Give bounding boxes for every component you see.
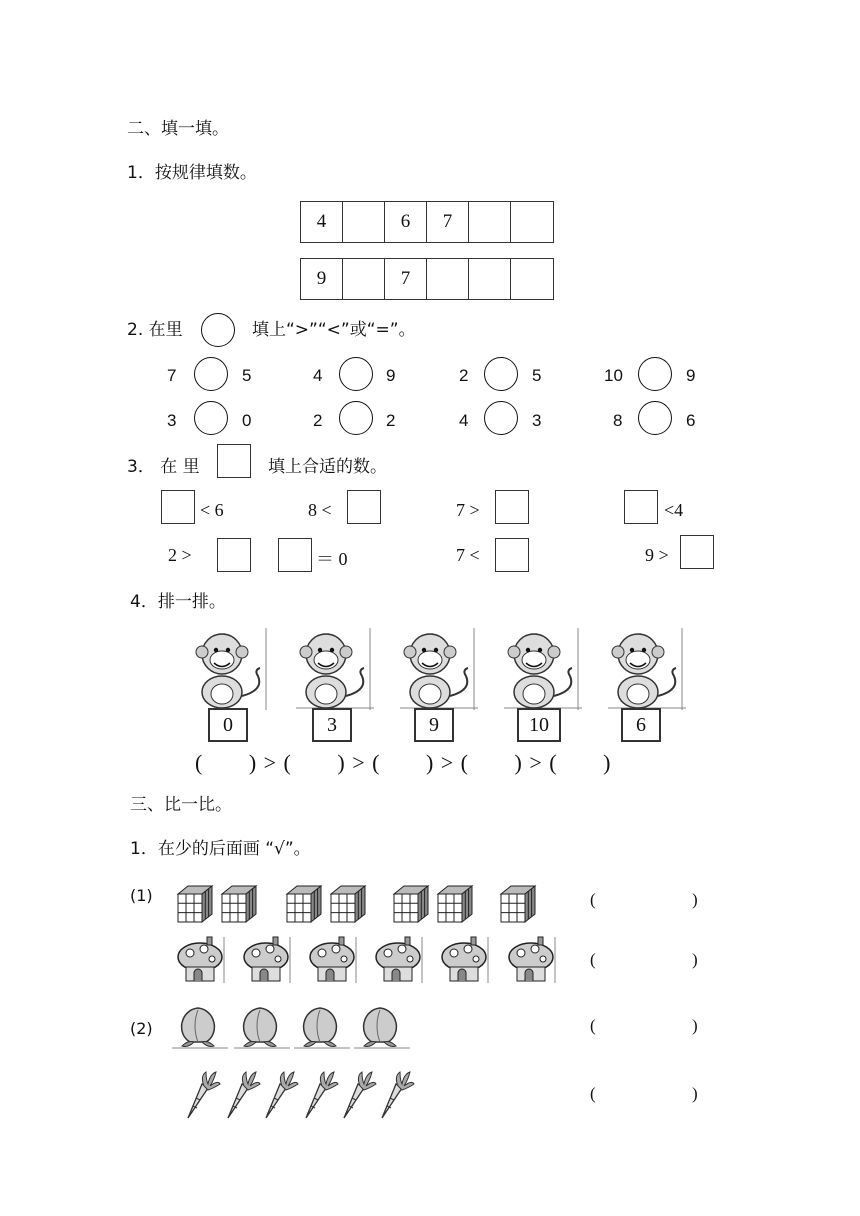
answer-box[interactable] <box>278 538 312 572</box>
compare-left: 4 <box>459 411 469 430</box>
q1-label: 1．按规律填数。 <box>127 163 257 183</box>
number-card: 6 <box>621 708 661 742</box>
sequence-row-2 <box>300 258 554 300</box>
section-3-title: 三、比一比。 <box>130 795 232 815</box>
number-card: 10 <box>517 708 561 742</box>
number-card: 3 <box>312 708 352 742</box>
seq-cell: 4 <box>301 202 343 242</box>
answer-paren-open[interactable]: ( <box>590 1084 596 1103</box>
example-circle-icon <box>201 313 235 347</box>
mushroom-house-icon <box>505 935 559 985</box>
compare-left: 7 <box>167 366 177 385</box>
answer-box[interactable] <box>347 490 381 524</box>
compare-left: 4 <box>313 366 323 385</box>
seq-cell: 7 <box>385 259 427 299</box>
compare-right: 5 <box>242 366 252 385</box>
peach-icon <box>294 1002 350 1050</box>
answer-paren-open[interactable]: ( <box>590 890 596 909</box>
inequality-text: 9 > <box>645 545 669 565</box>
compare-circle[interactable] <box>484 401 518 435</box>
mushroom-house-icon <box>174 935 228 985</box>
compare-right: 9 <box>686 366 696 385</box>
answer-paren-open[interactable]: ( <box>590 1016 596 1035</box>
answer-box[interactable] <box>217 538 251 572</box>
inequality-text: 7 > <box>456 500 480 520</box>
carrot-icon <box>178 1066 222 1122</box>
inequality-text: < 6 <box>200 500 224 520</box>
section-2-title: 二、填一填。 <box>127 119 229 139</box>
compare-right: 0 <box>242 411 252 430</box>
seq-cell[interactable] <box>427 259 469 299</box>
rubiks-cube-icon <box>390 884 430 924</box>
answer-paren-close[interactable]: ) <box>692 950 698 969</box>
number-card: 9 <box>414 708 454 742</box>
seq-cell: 6 <box>385 202 427 242</box>
inequality-text: 8 < <box>308 500 332 520</box>
seq-cell[interactable] <box>343 259 385 299</box>
rubiks-cube-icon <box>434 884 474 924</box>
q4-label: 4．排一排。 <box>130 592 226 612</box>
compare-left: 3 <box>167 411 177 430</box>
compare-circle[interactable] <box>638 401 672 435</box>
compare-left: 8 <box>613 411 623 430</box>
compare-circle[interactable] <box>339 401 373 435</box>
example-box-icon <box>217 444 251 478</box>
answer-box[interactable] <box>495 490 529 524</box>
compare-left: 2 <box>459 366 469 385</box>
rubiks-cube-icon <box>174 884 214 924</box>
monkey-icon <box>192 628 270 710</box>
compare-circle[interactable] <box>194 401 228 435</box>
number-card: 0 <box>208 708 248 742</box>
compare-right: 9 <box>386 366 396 385</box>
compare-right: 3 <box>532 411 542 430</box>
mushroom-house-icon <box>438 935 492 985</box>
answer-box[interactable] <box>624 490 658 524</box>
seq-cell[interactable] <box>469 259 511 299</box>
monkey-icon <box>608 628 686 710</box>
s3-q1-label: 1．在少的后面画 “√”。 <box>130 839 311 859</box>
q2-label-pre: 2. 在里 <box>127 320 183 340</box>
peach-icon <box>172 1002 228 1050</box>
q2-label-post: 填上“>”“<”或“=”。 <box>252 320 416 340</box>
mushroom-house-icon <box>240 935 294 985</box>
answer-paren-close[interactable]: ) <box>692 1016 698 1035</box>
q3-label-pre: 3． 在 里 <box>127 457 200 477</box>
compare-right: 6 <box>686 411 696 430</box>
carrot-icon <box>256 1066 300 1122</box>
monkey-icon <box>400 628 478 710</box>
rubiks-cube-icon <box>283 884 323 924</box>
monkey-icon <box>296 628 374 710</box>
compare-circle[interactable] <box>194 357 228 391</box>
rubiks-cube-icon <box>218 884 258 924</box>
carrot-icon <box>372 1066 416 1122</box>
inequality-text: 2 > <box>168 545 192 565</box>
answer-box[interactable] <box>495 538 529 572</box>
answer-paren-open[interactable]: ( <box>590 950 596 969</box>
compare-left: 10 <box>604 366 623 385</box>
seq-cell: 7 <box>427 202 469 242</box>
answer-box[interactable] <box>680 535 714 569</box>
answer-box[interactable] <box>161 490 195 524</box>
inequality-text: 7 < <box>456 545 480 565</box>
rubiks-cube-icon <box>327 884 367 924</box>
compare-circle[interactable] <box>339 357 373 391</box>
answer-paren-close[interactable]: ) <box>692 1084 698 1103</box>
compare-left: 2 <box>313 411 323 430</box>
equation-text: ＝ 0 <box>316 549 348 569</box>
mushroom-house-icon <box>372 935 426 985</box>
peach-icon <box>234 1002 290 1050</box>
peach-icon <box>354 1002 410 1050</box>
compare-circle[interactable] <box>484 357 518 391</box>
ranking-answer-line[interactable]: ( ) > ( ) > ( ) > ( ) > ( ) <box>195 750 612 775</box>
seq-cell: 9 <box>301 259 343 299</box>
seq-cell[interactable] <box>511 259 553 299</box>
group-1-label: (1) <box>130 886 153 905</box>
seq-cell[interactable] <box>469 202 511 242</box>
seq-cell[interactable] <box>511 202 553 242</box>
inequality-text: <4 <box>664 500 684 520</box>
group-2-label: (2) <box>130 1019 153 1038</box>
sequence-row-1 <box>300 201 554 243</box>
seq-cell[interactable] <box>343 202 385 242</box>
compare-right: 5 <box>532 366 542 385</box>
monkey-icon <box>504 628 582 710</box>
answer-paren-close[interactable]: ) <box>692 890 698 909</box>
compare-right: 2 <box>386 411 396 430</box>
rubiks-cube-icon <box>497 884 537 924</box>
compare-circle[interactable] <box>638 357 672 391</box>
mushroom-house-icon <box>306 935 360 985</box>
q3-label-post: 填上合适的数。 <box>268 457 387 477</box>
